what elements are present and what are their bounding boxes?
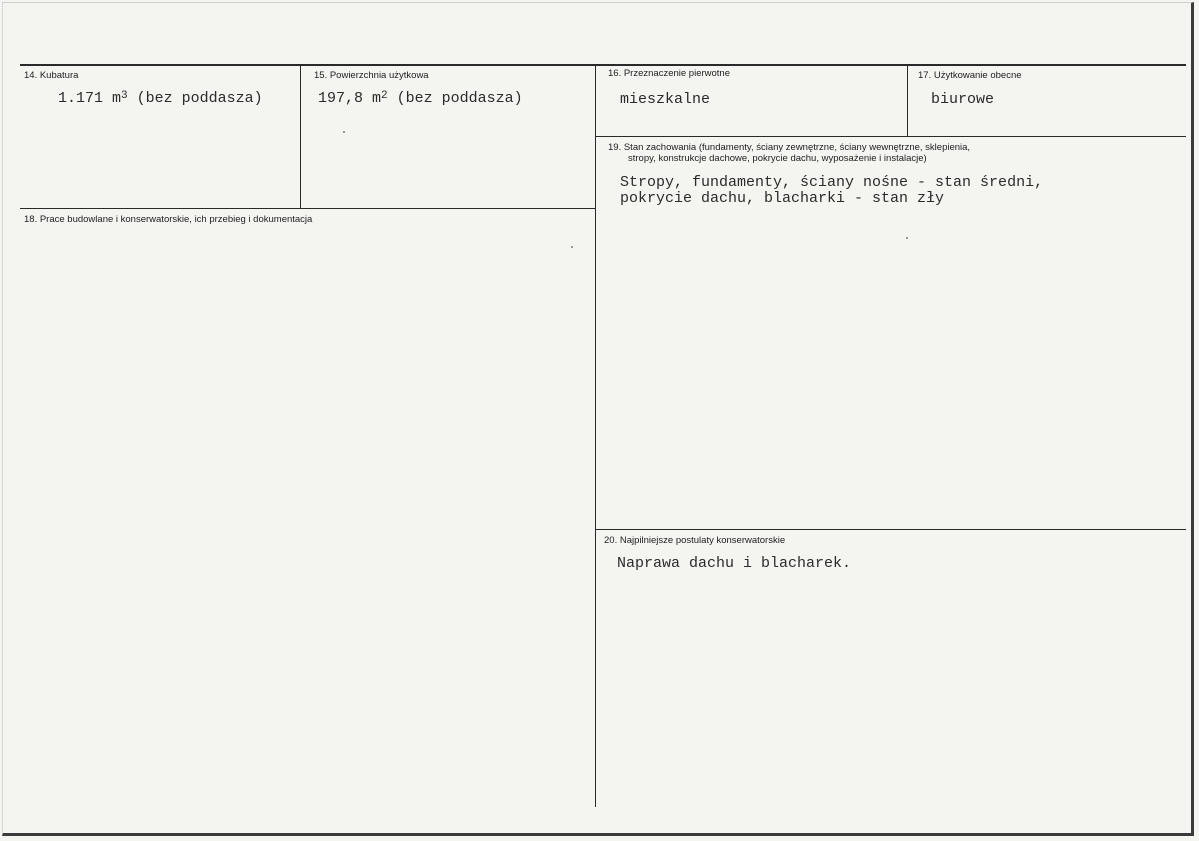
field-15-number: 197,8 m	[318, 90, 382, 107]
rule-below-14-15	[20, 208, 595, 209]
field-19-value-line2: pokrycie dachu, blacharki - stan zły	[620, 190, 945, 207]
field-15-exponent: 2	[381, 90, 388, 102]
divider-center	[595, 66, 596, 807]
field-14-exponent: 3	[121, 90, 128, 102]
field-17-label: 17. Użytkowanie obecne	[918, 70, 1022, 81]
field-15-label: 15. Powierzchnia użytkowa	[314, 70, 429, 81]
divider-16-17	[907, 66, 908, 136]
top-rule	[20, 64, 1186, 66]
paper-speck	[906, 237, 908, 239]
rule-below-19	[596, 529, 1186, 530]
field-15-value	[318, 90, 523, 107]
paper-speck	[343, 131, 345, 133]
field-14-label: 14. Kubatura	[24, 70, 79, 81]
field-14-number: 1.171 m	[58, 90, 122, 107]
rule-below-16-17	[596, 136, 1186, 137]
field-20-value: Naprawa dachu i blacharek.	[617, 555, 852, 572]
field-15-note: (bez poddasza)	[387, 90, 523, 107]
field-17-value: biurowe	[931, 91, 995, 108]
paper-speck	[571, 246, 573, 248]
form-card	[2, 2, 1194, 836]
field-16-value: mieszkalne	[620, 91, 711, 108]
field-20-label: 20. Najpilniejsze postulaty konserwatorskie	[604, 535, 786, 546]
field-14-value	[58, 90, 263, 107]
field-18-label: 18. Prace budowlane i konserwatorskie, ich przebieg i dokumentacja	[24, 214, 313, 225]
field-14-note: (bez poddasza)	[127, 90, 263, 107]
field-19-label-line1: 19. Stan zachowania (fundamenty, ściany zewnętrzne, ściany wewnętrzne, sklepienia,	[608, 142, 971, 153]
divider-14-15	[300, 66, 301, 208]
field-19-label-line2: stropy, konstrukcje dachowe, pokrycie dachu, wyposażenie i instalacje)	[628, 153, 927, 164]
field-19-value-line1: Stropy, fundamenty, ściany nośne - stan średni,	[620, 174, 1044, 191]
field-16-label: 16. Przeznaczenie pierwotne	[608, 68, 730, 79]
